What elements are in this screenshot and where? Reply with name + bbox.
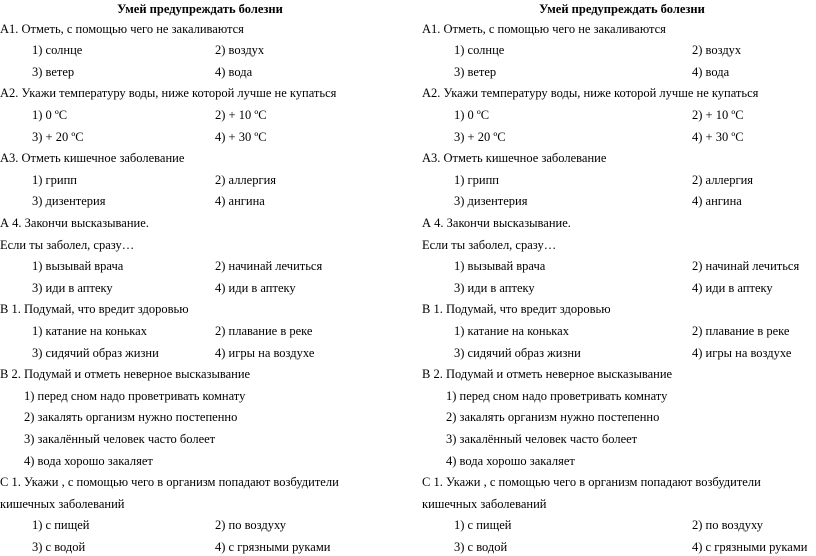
answer-option: 1) солнце	[454, 43, 505, 58]
answer-option: 1) катание на коньках	[32, 323, 147, 338]
question-text: Если ты заболел, сразу…	[422, 237, 557, 252]
question-row	[0, 236, 400, 254]
answer-option: 3) сидячий образ жизни	[32, 345, 159, 360]
answer-option: 2) аллергия	[692, 172, 754, 187]
answer-option: 4) + 30 ºС	[215, 129, 267, 144]
answer-option: 3) с водой	[454, 539, 508, 554]
answer-options-row	[422, 538, 816, 556]
answer-option: 1) грипп	[32, 172, 77, 187]
answer-option: 4) с грязными руками	[692, 539, 808, 554]
question-text: В 1. Подумай, что вредит здоровью	[422, 302, 611, 317]
statement-row	[422, 430, 816, 448]
question-row	[0, 214, 400, 232]
answer-option: 2) аллергия	[215, 172, 277, 187]
answer-option: 1) 0 ºС	[32, 107, 68, 122]
statement-option: 1) перед сном надо проветривать комнату	[24, 388, 246, 403]
answer-option: 4) ангина	[692, 194, 742, 209]
answer-option: 3) иди в аптеку	[32, 280, 113, 295]
answer-options-row	[0, 41, 400, 59]
worksheet-title: Умей предупреждать болезни	[539, 2, 705, 16]
answer-option: 4) + 30 ºС	[692, 129, 744, 144]
answer-option: 2) по воздуху	[215, 518, 287, 533]
answer-option: 1) с пищей	[454, 518, 512, 533]
question-text: кишечных заболеваний	[0, 496, 125, 511]
answer-options-row	[422, 257, 816, 275]
answer-options-row	[422, 279, 816, 297]
worksheet-left	[0, 0, 400, 554]
answer-options-row	[0, 516, 400, 534]
question-row	[0, 495, 400, 513]
question-text: А1. Отметь, с помощью чего не закаливаются	[422, 21, 666, 36]
answer-option: 2) начинай лечиться	[215, 259, 323, 274]
answer-option: 4) игры на воздухе	[692, 345, 792, 360]
answer-options-row	[422, 128, 816, 146]
statement-option: 1) перед сном надо проветривать комнату	[446, 388, 668, 403]
statement-row	[422, 387, 816, 405]
statement-option: 3) закалённый человек часто болеет	[446, 431, 638, 446]
answer-option: 1) 0 ºС	[454, 107, 490, 122]
question-row	[422, 20, 816, 38]
answer-option: 1) вызывай врача	[32, 259, 124, 274]
question-text: А 4. Закончи высказывание.	[422, 215, 571, 230]
statement-row	[0, 387, 400, 405]
answer-options-row	[422, 344, 816, 362]
statement-row	[0, 430, 400, 448]
statement-option: 3) закалённый человек часто болеет	[24, 431, 216, 446]
question-row	[0, 149, 400, 167]
question-row	[0, 365, 400, 383]
answer-options-row	[422, 516, 816, 534]
answer-option: 2) по воздуху	[692, 518, 764, 533]
question-text: кишечных заболеваний	[422, 496, 547, 511]
statement-row	[0, 408, 400, 426]
question-row	[422, 236, 816, 254]
question-text: А2. Укажи температуру воды, ниже которой лучше не купаться	[422, 86, 759, 101]
answer-options-row	[0, 106, 400, 124]
statement-row	[422, 408, 816, 426]
answer-option: 1) катание на коньках	[454, 323, 569, 338]
answer-options-row	[0, 63, 400, 81]
answer-option: 2) начинай лечиться	[692, 259, 800, 274]
question-row	[0, 473, 400, 491]
answer-option: 1) грипп	[454, 172, 499, 187]
question-text: Если ты заболел, сразу…	[0, 237, 135, 252]
question-text: В 2. Подумай и отметь неверное высказывание	[0, 367, 251, 382]
answer-option: 1) с пищей	[32, 518, 90, 533]
question-row	[422, 214, 816, 232]
answer-options-row	[0, 322, 400, 340]
question-row	[422, 365, 816, 383]
answer-option: 2) плавание в реке	[692, 323, 790, 338]
answer-options-row	[422, 63, 816, 81]
answer-option: 4) иди в аптеку	[215, 280, 296, 295]
answer-option: 2) плавание в реке	[215, 323, 313, 338]
question-text: А 4. Закончи высказывание.	[0, 215, 149, 230]
worksheet-right	[422, 0, 816, 554]
answer-option: 3) ветер	[32, 64, 75, 79]
statement-option: 2) закалять организм нужно постепенно	[446, 410, 660, 425]
answer-option: 1) солнце	[32, 43, 83, 58]
answer-options-row	[422, 322, 816, 340]
answer-options-row	[0, 538, 400, 556]
answer-options-row	[0, 257, 400, 275]
statement-option: 2) закалять организм нужно постепенно	[24, 410, 238, 425]
question-text: В 2. Подумай и отметь неверное высказывание	[422, 367, 673, 382]
question-text: А3. Отметь кишечное заболевание	[422, 151, 607, 166]
question-text: А3. Отметь кишечное заболевание	[0, 151, 185, 166]
answer-option: 4) с грязными руками	[215, 539, 331, 554]
question-text: В 1. Подумай, что вредит здоровью	[0, 302, 189, 317]
answer-option: 3) с водой	[32, 539, 86, 554]
answer-option: 3) ветер	[454, 64, 497, 79]
answer-option: 2) воздух	[692, 43, 742, 58]
worksheet-title: Умей предупреждать болезни	[117, 2, 283, 16]
question-text: А1. Отметь, с помощью чего не закаливаются	[0, 21, 244, 36]
answer-option: 3) дизентерия	[32, 194, 106, 209]
question-row	[0, 300, 400, 318]
answer-options-row	[0, 171, 400, 189]
answer-options-row	[0, 192, 400, 210]
question-row	[422, 473, 816, 491]
answer-option: 2) + 10 ºС	[215, 107, 267, 122]
question-row	[422, 84, 816, 102]
question-row	[0, 20, 400, 38]
answer-option: 3) + 20 ºС	[32, 129, 84, 144]
answer-option: 4) вода	[215, 64, 253, 79]
answer-option: 4) ангина	[215, 194, 265, 209]
answer-option: 2) воздух	[215, 43, 265, 58]
answer-option: 3) дизентерия	[454, 194, 528, 209]
answer-option: 1) вызывай врача	[454, 259, 546, 274]
answer-options-row	[422, 192, 816, 210]
answer-options-row	[422, 41, 816, 59]
question-text: С 1. Укажи , с помощью чего в организм попадают возбудители	[0, 475, 339, 490]
question-row	[422, 149, 816, 167]
statement-option: 4) вода хорошо закаляет	[24, 453, 153, 468]
question-text: С 1. Укажи , с помощью чего в организм попадают возбудители	[422, 475, 761, 490]
answer-option: 2) + 10 ºС	[692, 107, 744, 122]
answer-option: 4) игры на воздухе	[215, 345, 315, 360]
question-text: А2. Укажи температуру воды, ниже которой лучше не купаться	[0, 86, 337, 101]
answer-options-row	[422, 106, 816, 124]
statement-option: 4) вода хорошо закаляет	[446, 453, 575, 468]
statement-row	[0, 452, 400, 470]
answer-option: 4) вода	[692, 64, 730, 79]
question-row	[422, 300, 816, 318]
answer-options-row	[0, 344, 400, 362]
answer-option: 4) иди в аптеку	[692, 280, 773, 295]
answer-options-row	[0, 128, 400, 146]
answer-option: 3) иди в аптеку	[454, 280, 535, 295]
statement-row	[422, 452, 816, 470]
answer-options-row	[422, 171, 816, 189]
answer-option: 3) сидячий образ жизни	[454, 345, 581, 360]
answer-option: 3) + 20 ºС	[454, 129, 506, 144]
question-row	[422, 495, 816, 513]
answer-options-row	[0, 279, 400, 297]
question-row	[0, 84, 400, 102]
